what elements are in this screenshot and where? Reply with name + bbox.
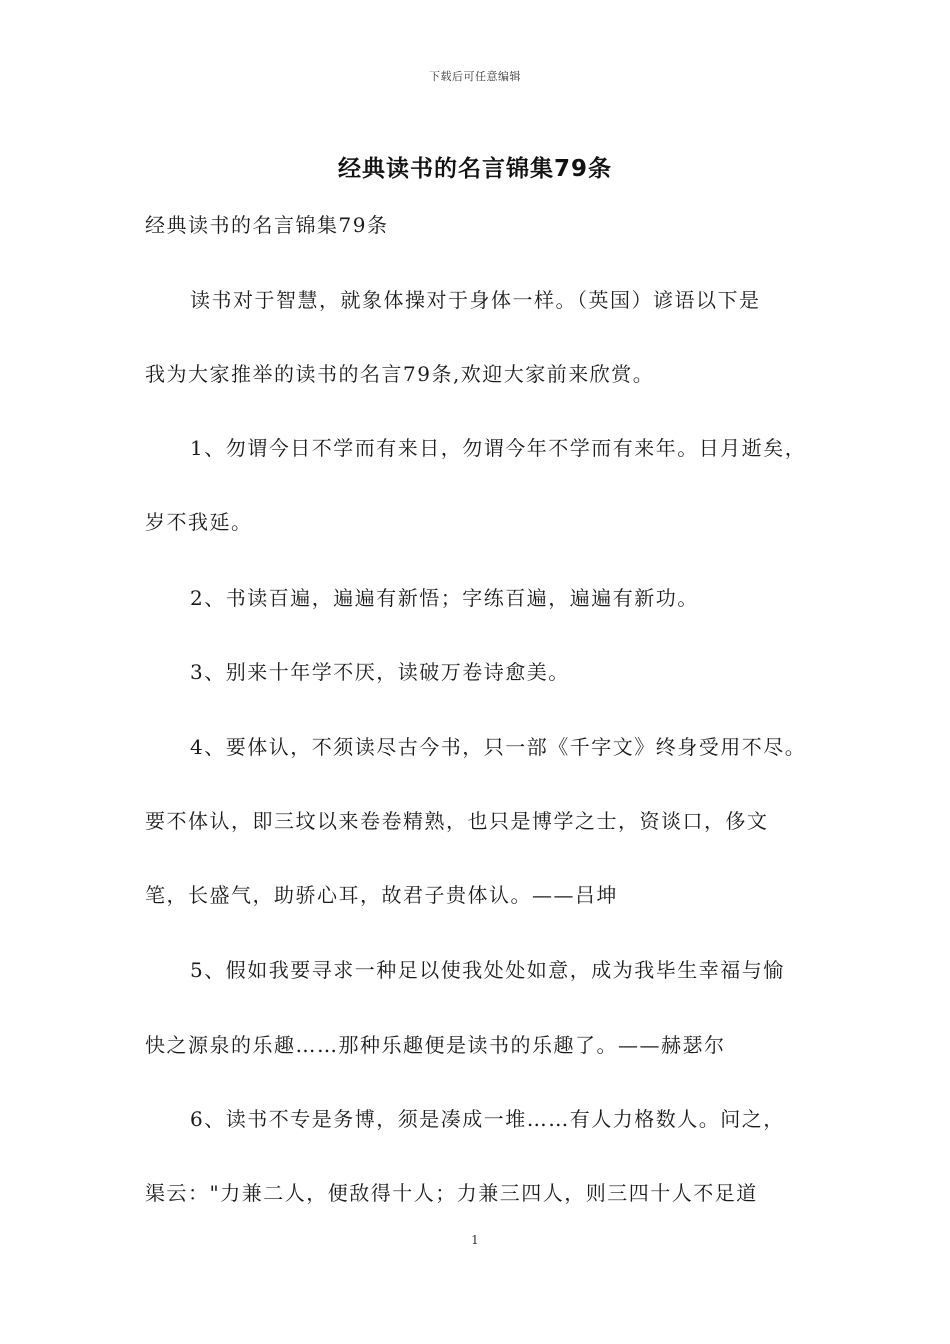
paragraph-line: 快之源泉的乐趣……那种乐趣便是读书的乐趣了。——赫瑟尔 [145,1033,726,1057]
paragraph-line: 岁不我延。 [145,510,253,534]
paragraph-line: 5、假如我要寻求一种足以使我处处如意，成为我毕生幸福与愉 [190,958,785,982]
document-subtitle: 经典读书的名言锦集79条 [145,213,389,237]
page-number: 1 [471,1233,479,1247]
paragraph-line: 3、别来十年学不厌，读破万卷诗愈美。 [190,660,570,684]
paragraph-line: 6、读书不专是务博，须是凑成一堆……有人力格数人。问之， [190,1107,785,1131]
document-title: 经典读书的名言锦集79条 [337,156,612,182]
paragraph-line: 读书对于智慧，就象体操对于身体一样。（英国）谚语以下是 [190,288,761,312]
paragraph-line: 渠云："力兼二人，便敌得十人；力兼三四人，则三四十人不足道 [145,1181,758,1205]
paragraph-line: 我为大家推举的读书的名言79条,欢迎大家前来欣赏。 [145,362,655,386]
paragraph-line: 要不体认，即三坟以来卷卷精熟，也只是博学之士，资谈口，侈文 [145,809,769,833]
paragraph-line: 4、要体认，不须读尽古今书，只一部《千字文》终身受用不尽。 [190,735,807,759]
paragraph-line: 笔，长盛气，助骄心耳，故君子贵体认。——吕坤 [145,883,618,907]
header-note: 下载后可任意编辑 [429,70,521,83]
paragraph-line: 2、书读百遍，遍遍有新悟；字练百遍，遍遍有新功。 [190,586,699,610]
paragraph-line: 1、勿谓今日不学而有来日，勿谓今年不学而有来年。日月逝矣， [190,436,807,460]
